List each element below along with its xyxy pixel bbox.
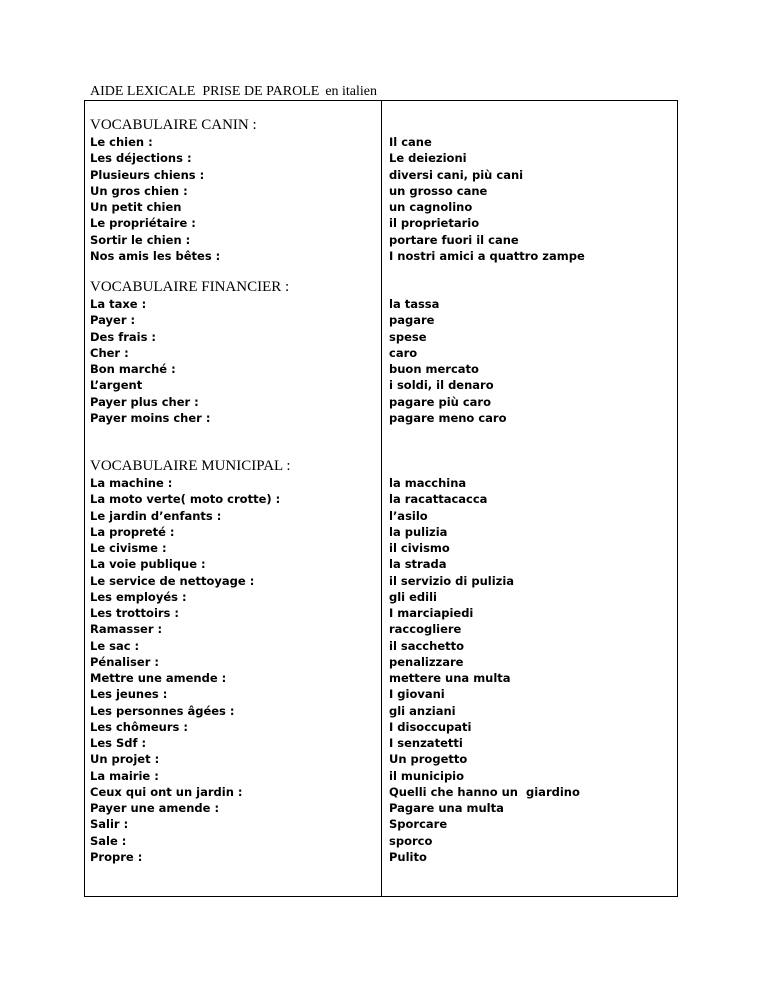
italian-list-canin	[389, 134, 585, 264]
french-term: Les chômeurs :	[90, 719, 188, 734]
italian-term: l’asilo	[389, 508, 428, 523]
italian-term: raccogliere	[389, 622, 462, 637]
french-term: Propre :	[90, 849, 143, 864]
italian-list-municipal	[389, 475, 580, 865]
italian-term: pagare	[389, 313, 435, 328]
french-term: Le service de nettoyage :	[90, 573, 255, 588]
french-term: La machine :	[90, 476, 173, 490]
french-term: Les déjections :	[90, 151, 192, 166]
french-term: Sortir le chien :	[90, 232, 191, 247]
italian-term: I nostri amici a quattro zampe	[389, 248, 585, 263]
french-term: Payer moins cher :	[90, 410, 211, 425]
french-term: Payer :	[90, 313, 136, 328]
italian-term: il civismo	[389, 541, 450, 555]
italian-term: I disoccupati	[389, 719, 472, 734]
french-term: Ramasser :	[90, 622, 163, 637]
italian-term: il servizio di pulizia	[389, 573, 515, 588]
french-term: L’argent	[90, 378, 143, 393]
french-term: La mairie :	[90, 768, 159, 783]
italian-term: Il cane	[389, 135, 432, 149]
french-term: Un gros chien :	[90, 183, 188, 198]
french-term: Sale :	[90, 833, 127, 848]
french-term: Les jeunes :	[90, 687, 168, 702]
italian-term: buon mercato	[389, 362, 479, 376]
french-list-municipal	[90, 475, 280, 865]
italian-term: la pulizia	[389, 524, 448, 539]
french-term: Les trottoirs :	[90, 606, 180, 620]
french-term: Nos amis les bêtes :	[90, 248, 221, 263]
italian-term: Pulito	[389, 849, 427, 864]
italian-term: il proprietario	[389, 216, 480, 231]
italian-term: pagare più caro	[389, 394, 491, 409]
italian-term: Quelli che hanno un giardino	[389, 784, 580, 799]
french-list-financier	[90, 296, 210, 426]
french-term: Bon marché :	[90, 362, 176, 376]
french-term: Le propriétaire :	[90, 216, 196, 231]
french-term: Le jardin d’enfants :	[90, 508, 222, 523]
section-heading-municipal: VOCABULAIRE MUNICIPAL :	[90, 458, 291, 474]
italian-term: il sacchetto	[389, 638, 465, 653]
title-suffix: en italien	[325, 84, 378, 99]
italian-term: il municipio	[389, 768, 465, 783]
french-term: Les personnes âgées :	[90, 703, 235, 718]
italian-term: caro	[389, 345, 418, 360]
french-term: Le chien :	[90, 135, 153, 149]
french-term: Payer une amende :	[90, 801, 220, 815]
italian-term: la macchina	[389, 476, 467, 490]
italian-term: Pagare una multa	[389, 801, 504, 815]
italian-term: mettere una multa	[389, 671, 511, 685]
italian-list-financier	[389, 296, 506, 426]
italian-term: gli edili	[389, 589, 437, 604]
french-term: Un projet :	[90, 752, 160, 767]
title-main: AIDE LEXICALE PRISE DE PAROLE	[90, 84, 320, 99]
italian-term: penalizzare	[389, 654, 464, 669]
italian-term: un grosso cane	[389, 183, 488, 198]
italian-term: gli anziani	[389, 703, 456, 718]
italian-term: spese	[389, 329, 427, 344]
document-title	[90, 84, 377, 100]
italian-term: la tassa	[389, 297, 440, 311]
french-term: La voie publique :	[90, 557, 206, 572]
french-term: Pénaliser :	[90, 654, 159, 669]
italian-term: I senzatetti	[389, 736, 463, 750]
italian-term: un cagnolino	[389, 200, 473, 214]
french-term: La propreté :	[90, 524, 175, 539]
italian-term: I giovani	[389, 687, 445, 702]
french-term: Plusieurs chiens :	[90, 167, 205, 182]
french-term: La taxe :	[90, 297, 147, 311]
italian-term: Le deiezioni	[389, 151, 467, 166]
italian-term: I marciapiedi	[389, 606, 474, 620]
italian-term: la racattacacca	[389, 492, 488, 507]
french-term: Des frais :	[90, 329, 157, 344]
section-heading-financier: VOCABULAIRE FINANCIER :	[90, 279, 290, 295]
french-term: Ceux qui ont un jardin :	[90, 784, 243, 799]
french-term: Le sac :	[90, 638, 140, 653]
french-term: Le civisme :	[90, 541, 167, 555]
italian-term: sporco	[389, 833, 433, 848]
italian-term: pagare meno caro	[389, 410, 507, 425]
french-term: Un petit chien	[90, 200, 182, 214]
french-term: Les employés :	[90, 589, 187, 604]
french-term: Salir :	[90, 817, 129, 832]
italian-term: i soldi, il denaro	[389, 378, 494, 393]
italian-term: Sporcare	[389, 817, 448, 832]
french-term: Payer plus cher :	[90, 394, 199, 409]
italian-term: la strada	[389, 557, 447, 572]
french-term: Mettre une amende :	[90, 671, 227, 685]
french-term: La moto verte( moto crotte) :	[90, 492, 281, 507]
italian-term: Un progetto	[389, 752, 468, 767]
french-list-canin	[90, 134, 220, 264]
section-heading-canin: VOCABULAIRE CANIN :	[90, 117, 257, 133]
french-term: Cher :	[90, 345, 129, 360]
italian-term: portare fuori il cane	[389, 232, 519, 247]
column-divider	[381, 100, 382, 897]
italian-term: diversi cani, più cani	[389, 167, 524, 182]
french-term: Les Sdf :	[90, 736, 147, 750]
